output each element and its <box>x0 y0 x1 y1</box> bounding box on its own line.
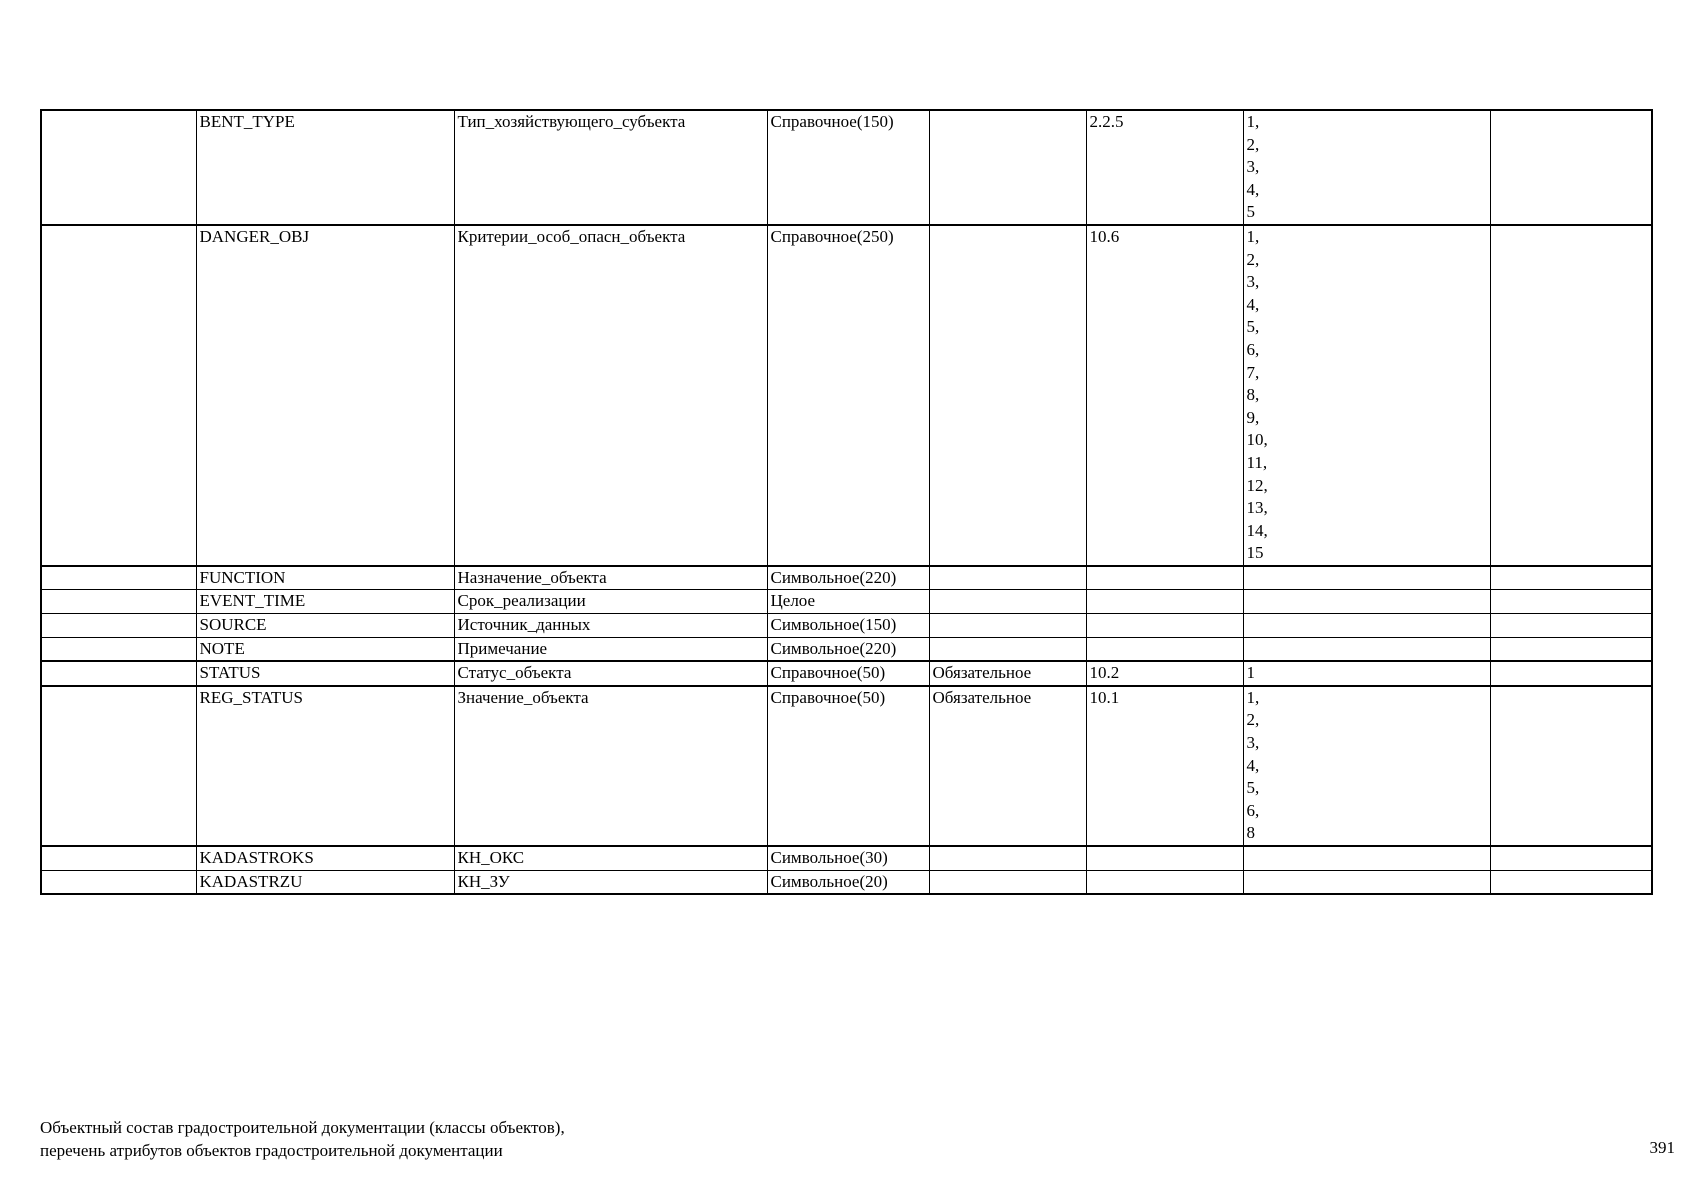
code-value: 3, <box>1246 272 1260 292</box>
code-value: 14, <box>1246 520 1268 540</box>
code-value: 8 <box>1246 823 1255 843</box>
cell-required <box>929 225 1086 566</box>
code-value: 3, <box>1246 733 1260 753</box>
cell-field-name: КН_ЗУ <box>454 870 767 894</box>
code-value: 1, <box>1246 112 1260 131</box>
cell-blank <box>41 870 196 894</box>
cell-field-name: Источник_данных <box>454 614 767 638</box>
code-value: 2, <box>1246 249 1260 269</box>
cell-codes <box>1243 566 1490 590</box>
cell-note <box>1490 870 1652 894</box>
table-row <box>41 870 1652 894</box>
cell-blank <box>41 661 196 686</box>
code-value: 4, <box>1246 179 1260 199</box>
cell-blank <box>41 637 196 661</box>
cell-field-type: Символьное(150) <box>767 614 929 638</box>
code-value: 4, <box>1246 755 1260 775</box>
attribute-table-body <box>41 110 1652 894</box>
cell-note <box>1490 846 1652 870</box>
cell-blank <box>41 110 196 225</box>
cell-codes <box>1243 110 1490 225</box>
cell-reference: 10.1 <box>1086 686 1243 846</box>
cell-note <box>1490 590 1652 614</box>
cell-field-type: Символьное(20) <box>767 870 929 894</box>
cell-required: Обязательное <box>929 661 1086 686</box>
code-value: 1 <box>1246 663 1255 683</box>
cell-note <box>1490 637 1652 661</box>
cell-blank <box>41 225 196 566</box>
code-value: 9, <box>1246 407 1260 427</box>
cell-field-code: FUNCTION <box>196 566 454 590</box>
code-value: 11, <box>1246 452 1268 472</box>
cell-codes <box>1243 686 1490 846</box>
table-row <box>41 110 1652 225</box>
cell-reference <box>1086 614 1243 638</box>
footer-caption <box>40 1116 565 1162</box>
cell-reference: 2.2.5 <box>1086 110 1243 225</box>
cell-field-code: KADASTRZU <box>196 870 454 894</box>
cell-field-type: Справочное(150) <box>767 110 929 225</box>
code-value: 2, <box>1246 710 1260 730</box>
cell-codes <box>1243 225 1490 566</box>
code-value: 4, <box>1246 294 1260 314</box>
code-value: 13, <box>1246 498 1268 518</box>
code-value: 3, <box>1246 157 1260 177</box>
cell-field-type: Справочное(250) <box>767 225 929 566</box>
cell-reference <box>1086 590 1243 614</box>
cell-codes <box>1243 661 1490 686</box>
table-row <box>41 614 1652 638</box>
cell-field-name: Примечание <box>454 637 767 661</box>
cell-field-type: Символьное(220) <box>767 566 929 590</box>
cell-reference <box>1086 566 1243 590</box>
code-value: 10, <box>1246 430 1268 450</box>
cell-codes <box>1243 590 1490 614</box>
cell-required <box>929 110 1086 225</box>
cell-required <box>929 870 1086 894</box>
code-value: 2, <box>1246 134 1260 154</box>
cell-note <box>1490 661 1652 686</box>
cell-field-code: NOTE <box>196 637 454 661</box>
code-value: 15 <box>1246 543 1264 563</box>
table-row <box>41 590 1652 614</box>
cell-blank <box>41 686 196 846</box>
cell-note <box>1490 614 1652 638</box>
cell-field-code: REG_STATUS <box>196 686 454 846</box>
cell-blank <box>41 614 196 638</box>
cell-field-name: Значение_объекта <box>454 686 767 846</box>
cell-required <box>929 846 1086 870</box>
cell-reference <box>1086 870 1243 894</box>
table-row <box>41 661 1652 686</box>
cell-field-type: Символьное(30) <box>767 846 929 870</box>
table-row <box>41 566 1652 590</box>
cell-field-code: KADASTROKS <box>196 846 454 870</box>
cell-field-code: EVENT_TIME <box>196 590 454 614</box>
cell-note <box>1490 225 1652 566</box>
cell-field-name: Назначение_объекта <box>454 566 767 590</box>
cell-field-type: Справочное(50) <box>767 686 929 846</box>
code-value: 1, <box>1246 687 1260 707</box>
cell-field-code: BENT_TYPE <box>196 110 454 225</box>
table-row <box>41 225 1652 566</box>
cell-required: Обязательное <box>929 686 1086 846</box>
cell-reference: 10.6 <box>1086 225 1243 566</box>
cell-blank <box>41 566 196 590</box>
code-value: 6, <box>1246 800 1260 820</box>
cell-codes <box>1243 870 1490 894</box>
cell-blank <box>41 846 196 870</box>
cell-field-code: STATUS <box>196 661 454 686</box>
cell-required <box>929 614 1086 638</box>
cell-field-type: Символьное(220) <box>767 637 929 661</box>
footer-line-2: перечень атрибутов объектов градостроительной документации <box>40 1141 503 1160</box>
page-number: 391 <box>1649 1138 1675 1157</box>
cell-field-name: КН_ОКС <box>454 846 767 870</box>
cell-note <box>1490 566 1652 590</box>
cell-required <box>929 566 1086 590</box>
code-value: 12, <box>1246 475 1268 495</box>
table-row <box>41 637 1652 661</box>
cell-field-name: Срок_реализации <box>454 590 767 614</box>
code-value: 5 <box>1246 202 1255 222</box>
attribute-table <box>40 109 1653 895</box>
cell-reference: 10.2 <box>1086 661 1243 686</box>
cell-field-type: Справочное(50) <box>767 661 929 686</box>
code-value: 6, <box>1246 339 1260 359</box>
cell-field-code: SOURCE <box>196 614 454 638</box>
cell-reference <box>1086 637 1243 661</box>
cell-field-name: Статус_объекта <box>454 661 767 686</box>
cell-codes <box>1243 846 1490 870</box>
code-value: 5, <box>1246 778 1260 798</box>
cell-note <box>1490 686 1652 846</box>
code-value: 7, <box>1246 362 1260 382</box>
cell-field-code: DANGER_OBJ <box>196 225 454 566</box>
cell-required <box>929 590 1086 614</box>
code-value: 1, <box>1246 226 1260 246</box>
cell-codes <box>1243 637 1490 661</box>
cell-blank <box>41 590 196 614</box>
cell-field-type: Целое <box>767 590 929 614</box>
cell-codes <box>1243 614 1490 638</box>
table-row <box>41 686 1652 846</box>
footer-line-1: Объектный состав градостроительной документации (классы объектов), <box>40 1118 565 1137</box>
cell-field-name: Критерии_особ_опасн_объекта <box>454 225 767 566</box>
code-value: 5, <box>1246 317 1260 337</box>
cell-reference <box>1086 846 1243 870</box>
cell-note <box>1490 110 1652 225</box>
cell-field-name: Тип_хозяйствующего_субъекта <box>454 110 767 225</box>
code-value: 8, <box>1246 385 1260 405</box>
cell-required <box>929 637 1086 661</box>
table-row <box>41 846 1652 870</box>
